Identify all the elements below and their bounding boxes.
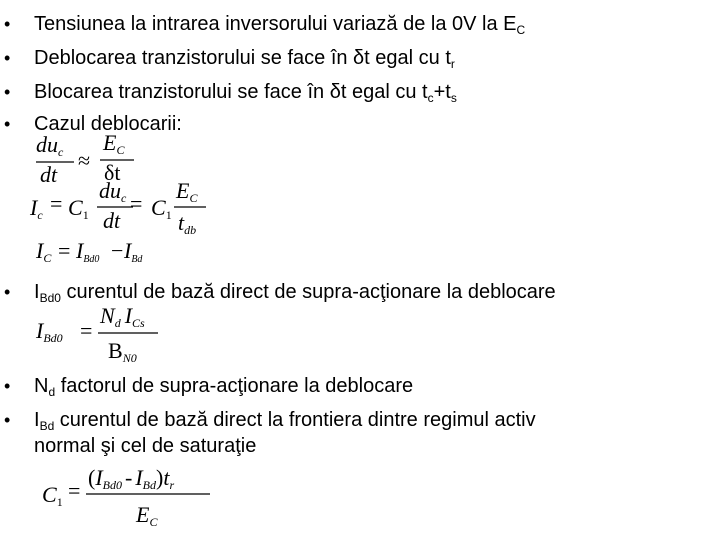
svg-text:dt: dt [103, 208, 121, 233]
subscript: c [427, 91, 434, 105]
bullet-dot: • [4, 410, 11, 430]
svg-text:≈: ≈ [78, 148, 91, 173]
svg-text:C1: C1 [42, 482, 63, 509]
subscript: s [450, 91, 457, 105]
svg-text:NdICs: Nd ICs [100, 303, 145, 330]
svg-text:Ic: Ic [30, 195, 43, 222]
bullet-text: normal şi cel de saturaţie [34, 435, 257, 457]
subscript: r [450, 57, 455, 71]
svg-text:duc: duc [99, 178, 127, 205]
bullet-dot: • [4, 376, 11, 396]
subscript: Bd [39, 419, 55, 433]
svg-text:−: − [111, 238, 124, 263]
svg-text:tdb: tdb [178, 210, 197, 237]
svg-text:IC: IC [36, 238, 52, 265]
svg-text:(IBd0-IBd)tr: (IBd0 - IBd)tr [88, 465, 175, 492]
bullet-text: factorul de supra-acţionare la deblocare [55, 375, 414, 397]
bullet-symbol: I [34, 409, 40, 431]
bullet-text: Deblocarea tranzistorului se face în δt egal cu t [34, 47, 451, 69]
svg-text:IBd0: IBd0 [76, 238, 100, 265]
svg-text:BN0: BN0 [108, 338, 137, 365]
svg-text:IBd: IBd [124, 238, 143, 265]
bullet-text: curentul de bază direct de supra-acţionare la deblocare [60, 281, 556, 303]
bullet-dot: • [4, 82, 11, 102]
bullet-text: Cazul deblocarii: [34, 113, 182, 135]
svg-text:IBd0: IBd0 [36, 318, 63, 345]
bullet-dot: • [4, 48, 11, 68]
svg-text:=: = [68, 478, 81, 503]
svg-text:EC: EC [176, 178, 198, 205]
bullet-text: curentul de bază direct la frontiera dintre regimul activ [54, 409, 536, 431]
bullet-text: Blocarea tranzistorului se face în δt egal cu t [34, 81, 428, 103]
bullet-text-tail: +t [433, 81, 451, 103]
svg-text:C1: C1 [68, 195, 89, 222]
bullet-symbol: I [34, 281, 40, 303]
svg-text:=: = [50, 191, 63, 216]
subscript: C [516, 23, 526, 37]
svg-text:duc: duc [36, 132, 64, 159]
bullet-text: Tensiunea la intrarea inversorului variază de la 0V la E [34, 13, 517, 35]
svg-text:EC: EC [103, 130, 125, 157]
svg-text:dt: dt [40, 162, 58, 187]
svg-text:=: = [58, 238, 71, 263]
bullet-dot: • [4, 14, 11, 34]
bullet-dot: • [4, 114, 11, 134]
subscript: d [48, 385, 56, 399]
svg-text:EC: EC [136, 502, 158, 529]
formula-c1 [42, 465, 210, 529]
bullet-dot: • [4, 282, 11, 302]
bullet-symbol: N [34, 375, 49, 397]
svg-text:=: = [80, 318, 93, 343]
svg-text:C1: C1 [151, 195, 172, 222]
subscript: Bd0 [39, 291, 61, 305]
svg-text:=: = [130, 191, 143, 216]
svg-text:δt: δt [104, 160, 121, 185]
